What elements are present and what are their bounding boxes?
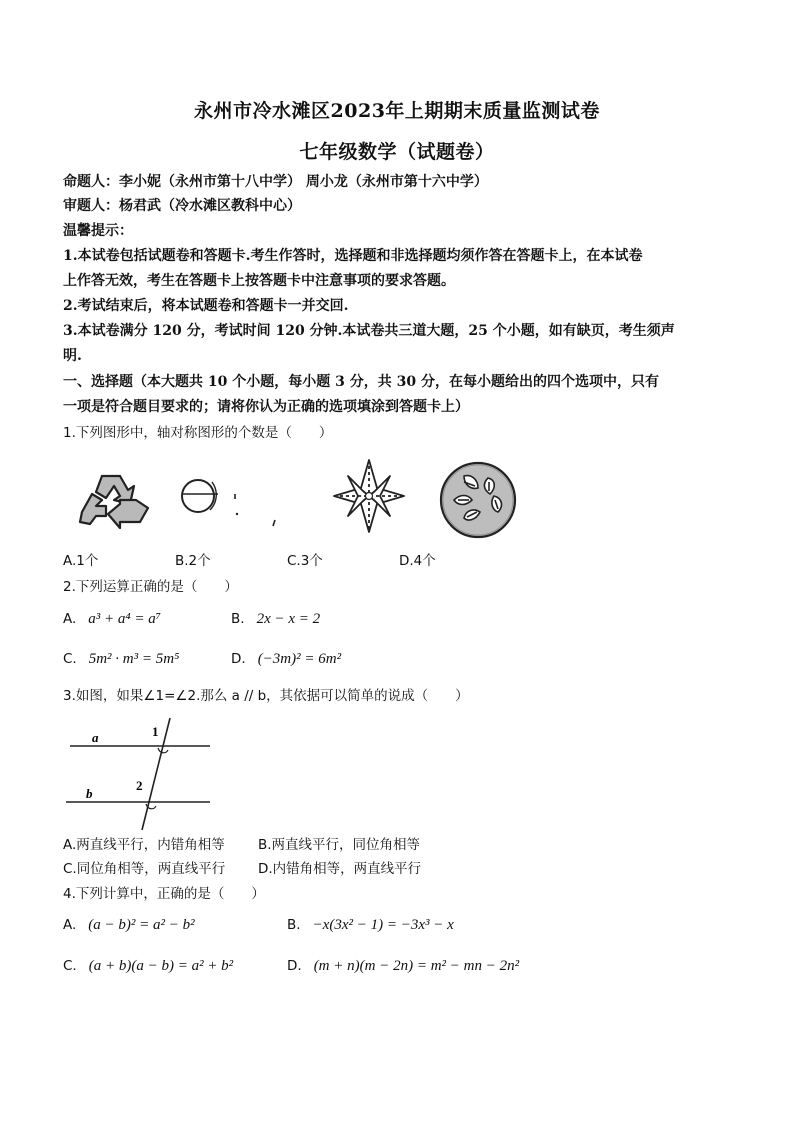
q4-option-b-expression: −x(3x² − 1) = −3x³ − x [312, 917, 454, 933]
q3-option-a[interactable]: A.两直线平行，内错角相等 [63, 837, 225, 853]
q4-option-d-expression: (m + n)(m − 2n) = m² − mn − 2n² [313, 958, 520, 974]
q4-option-c-expression: (a + b)(a − b) = a² + b² [88, 958, 234, 974]
circle-figure [178, 472, 288, 532]
recycle-icon [76, 470, 152, 532]
q2-option-a[interactable] [63, 611, 161, 628]
q1-option-d[interactable]: D.4个 [399, 553, 436, 569]
q4-option-b[interactable] [287, 917, 454, 934]
notice-heading: 温馨提示： [63, 223, 133, 239]
notice-item-1-line-1: 1.本试卷包括试题卷和答题卡.考生作答时，选择题和非选择题均须作答在答题卡上，在本试卷 [63, 248, 643, 264]
q4-option-b-label: B. [287, 917, 301, 933]
q4-option-d-label: D. [287, 958, 302, 974]
q1-option-a[interactable]: A.1个 [63, 553, 99, 569]
q2-option-b-expression: 2x − x = 2 [256, 611, 321, 627]
authors-line: 命题人：李小妮（永州市第十八中学） 周小龙（永州市第十六中学） [63, 174, 488, 190]
leaf-circle-icon [438, 460, 518, 540]
q2-option-b-label: B. [231, 611, 245, 627]
label-b: b [86, 786, 93, 801]
exam-title: 永州市冷水滩区2023年上期期末质量监测试卷 [194, 100, 600, 122]
q2-option-d-label: D. [231, 651, 246, 667]
q2-option-a-label: A. [63, 611, 77, 627]
q2-option-c-label: C. [63, 651, 77, 667]
notice-item-3-line-2: 明. [63, 348, 82, 364]
q3-option-c[interactable]: C.同位角相等，两直线平行 [63, 861, 226, 877]
section-1-heading-line-1: 一、选择题（本大题共 10 个小题，每小题 3 分，共 30 分，在每小题给出的四个选项中，只有 [63, 374, 659, 390]
q2-option-c[interactable] [63, 651, 179, 668]
q4-option-c[interactable] [63, 958, 233, 975]
q4-option-a-expression: (a − b)² = a² − b² [88, 917, 195, 933]
label-angle-2: 2 [136, 778, 143, 793]
q1-option-c[interactable]: C.3个 [287, 553, 323, 569]
q2-option-b[interactable] [231, 611, 320, 628]
q1-stem: 1.下列图形中，轴对称图形的个数是（ ） [63, 425, 333, 441]
q3-option-b[interactable]: B.两直线平行，同位角相等 [258, 837, 421, 853]
q4-stem: 4.下列计算中，正确的是（ ） [63, 886, 265, 902]
exam-subtitle: 七年级数学（试题卷） [299, 141, 495, 163]
q1-option-b[interactable]: B.2个 [175, 553, 211, 569]
label-angle-1: 1 [152, 724, 159, 739]
notice-item-1-line-2: 上作答无效，考生在答题卡上按答题卡中注意事项的要求答题。 [63, 273, 455, 289]
notice-item-3-line-1: 3.本试卷满分 120 分，考试时间 120 分钟.本试卷共三道大题，25 个小题，如有缺页，考生须声 [63, 323, 675, 339]
q3-option-d[interactable]: D.内错角相等，两直线平行 [258, 861, 422, 877]
reviewer-line: 审题人：杨君武（冷水滩区教科中心） [63, 198, 301, 214]
q4-option-a[interactable] [63, 917, 195, 934]
q4-option-c-label: C. [63, 958, 77, 974]
q2-option-a-expression: a³ + a⁴ = a⁷ [88, 611, 161, 627]
q4-option-d[interactable] [287, 958, 519, 975]
q3-stem: 3.如图，如果∠1=∠2.那么 a // b，其依据可以简单的说成（ ） [63, 688, 469, 704]
section-1-heading-line-2: 一项是符合题目要求的；请将你认为正确的选项填涂到答题卡上） [63, 399, 469, 415]
star-compass-icon [332, 458, 406, 534]
parallel-lines-diagram [62, 718, 214, 830]
notice-item-2: 2.考试结束后，将本试题卷和答题卡一并交回. [63, 298, 349, 314]
label-a: a [92, 730, 99, 745]
q2-option-d-expression: (−3m)² = 6m² [257, 651, 342, 667]
q2-option-c-expression: 5m² · m³ = 5m⁵ [88, 651, 180, 667]
q2-stem: 2.下列运算正确的是（ ） [63, 579, 238, 595]
q4-option-a-label: A. [63, 917, 77, 933]
q2-option-d[interactable] [231, 651, 341, 668]
